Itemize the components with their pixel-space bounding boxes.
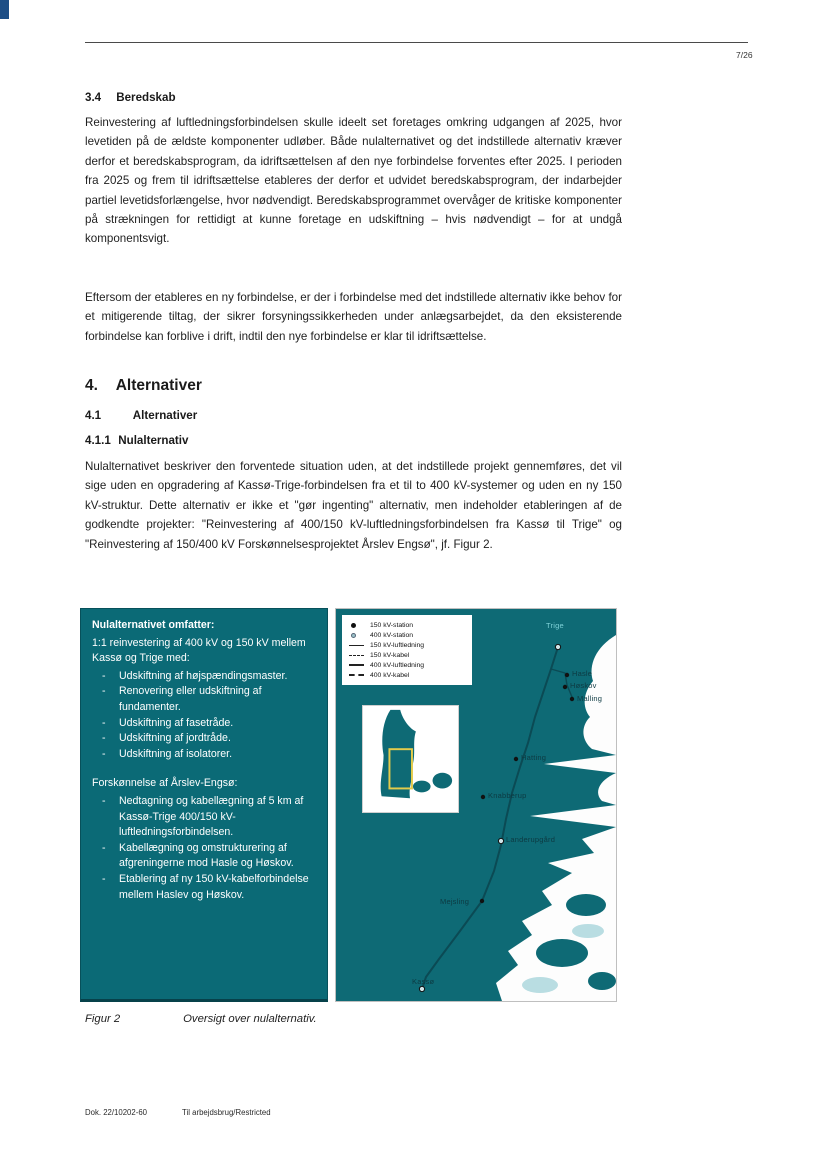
logo-fragment: [0, 0, 9, 19]
figure-map: [335, 608, 617, 1002]
legend-row: [349, 640, 465, 650]
footer-classification: Til arbejdsbrug/Restricted: [182, 1108, 271, 1117]
section-title: Alternativer: [115, 377, 202, 394]
info-box-subtitle: Forskønnelse af Årslev-Engsø:: [92, 777, 238, 790]
figure-info-box: [80, 608, 328, 1002]
legend-row: [349, 620, 465, 630]
section-title: Nulalternativ: [118, 434, 189, 447]
legend-label: 150 kV-station: [370, 621, 414, 629]
cable-150kv-icon: [349, 655, 365, 656]
section-number: 4.1: [85, 409, 102, 422]
map-legend: [342, 615, 472, 685]
list-item: - Udskiftning af jordtråde.: [92, 731, 316, 747]
info-box-list-1: [92, 669, 316, 763]
list-item: - Udskiftning af fasetråde.: [92, 716, 316, 732]
list-item: - Nedtagning og kabellægning af 5 km af Kassø-Trige 400/150 kV-luftledningsforbindelsen.: [92, 794, 316, 841]
map-label-mejsling: Mejsling: [440, 897, 470, 906]
legend-label: 400 kV-luftledning: [370, 661, 425, 669]
map-label-hasle: Hasle: [572, 669, 593, 678]
info-box-title: Nulalternativet omfatter:: [92, 619, 215, 631]
section-heading-4-1: [85, 409, 197, 422]
list-item: - Udskiftning af isolatorer.: [92, 747, 316, 763]
section-heading-4-1-1: [85, 434, 188, 447]
figure-caption: [85, 1013, 317, 1025]
station-400kv-icon: [349, 633, 365, 638]
legend-label: 150 kV-luftledning: [370, 641, 425, 649]
section-number: 3.4: [85, 91, 102, 104]
legend-row: [349, 630, 465, 640]
list-item: - Renovering eller udskiftning af fundamenter.: [92, 684, 316, 715]
info-box-list-2: [92, 794, 316, 903]
map-label-kasso: Kassø: [412, 977, 435, 986]
section-heading-3-4: [85, 91, 176, 104]
map-label-knabberup: Knabberup: [488, 791, 527, 800]
section-heading-4: [85, 377, 202, 395]
section-title: Alternativer: [132, 409, 198, 422]
legend-label: 400 kV-kabel: [370, 671, 410, 679]
figure-caption-label: Figur 2: [85, 1013, 121, 1025]
map-label-malling: Malling: [577, 694, 603, 703]
legend-row: [349, 670, 465, 680]
list-item: - Etablering af ny 150 kV-kabelforbindelse mellem Haslev og Høskov.: [92, 872, 316, 903]
header-divider: [85, 42, 748, 43]
overhead-line-150kv-icon: [349, 645, 365, 646]
overhead-line-400kv-icon: [349, 664, 365, 666]
map-label-landerupgaard: Landerupgård: [506, 835, 556, 844]
map-label-trige: Trige: [546, 621, 564, 630]
legend-label: 150 kV-kabel: [370, 651, 410, 659]
paragraph-nulalternativ: Nulalternativet beskriver den forventede situation uden, at det indstillede projekt gennemføres, det vil sige uden en opgradering af Kassø-Trige-forbindelsen fra et til to 400 kV-systemer og uden en ny 150 kV-struktur. Dette alternativ er ikke et "gør ingenting" alternativ, men indeholder etableringen af de godkendte projekter: "Reinvestering af 400/150 kV-luftledningsforbindelsen fra Kassø til Trige" og "Reinvestering af 150/400 kV Forskønnelsesprojektet Årslev Engsø", jf. Figur 2.: [85, 460, 622, 551]
denmark-inset-map: [362, 705, 459, 813]
map-label-hatting: Hatting: [521, 753, 547, 762]
section-title: Beredskab: [116, 91, 176, 104]
legend-label: 400 kV-station: [370, 631, 414, 639]
list-item: - Udskiftning af højspændingsmaster.: [92, 669, 316, 685]
legend-row: [349, 650, 465, 660]
section-number: 4.1.1: [85, 434, 111, 447]
cable-400kv-icon: [349, 674, 365, 676]
legend-row: [349, 660, 465, 670]
map-label-hoskov: Høskov: [570, 681, 597, 690]
paragraph-beredskab-1: Reinvestering af luftledningsforbindelsen skulle ideelt set foretages omkring udgangen af 2025, hvor levetiden på de ældste komponenter udløber. Både nulalternativet og det indstillede alternativ kræver derfor et beredskabsprogram, da idriftsættelsen af den nye forbindelse forventes efter 2025. I perioden fra 2025 og frem til idriftsættelse etableres der derfor et udvidet beredskabsprogram, der indarbejder partiel levetidsforlængelse, hvor nødvendigt. Beredskabsprogrammet overvåger de kritiske komponenter på strækningen for rettidigt at kunne foretage en udskiftning – hvis nødvendigt – for at undgå komponentsvigt.: [85, 116, 622, 246]
paragraph-beredskab-2: Eftersom der etableres en ny forbindelse, er der i forbindelse med det indstillede alternativ ikke behov for et mitigerende tiltag, der sikrer forsyningssikkerheden under anlægsarbejdet, da den eksisterende forbindelse kan forblive i drift, indtil den nye forbindelse er klar til idriftsættelse.: [85, 291, 622, 343]
info-box-intro: 1:1 reinvestering af 400 kV og 150 kV mellem Kassø og Trige med:: [92, 636, 306, 665]
footer-doc-id: Dok. 22/10202-60: [85, 1108, 147, 1117]
figure-caption-text: Oversigt over nulalternativ.: [183, 1013, 317, 1025]
page-footer: [85, 1108, 271, 1117]
list-item: - Kabellægning og omstrukturering af afgreningerne mod Hasle og Høskov.: [92, 841, 316, 872]
page-number: 7/26: [736, 50, 753, 60]
section-number: 4.: [85, 377, 98, 394]
station-150kv-icon: [349, 623, 365, 628]
